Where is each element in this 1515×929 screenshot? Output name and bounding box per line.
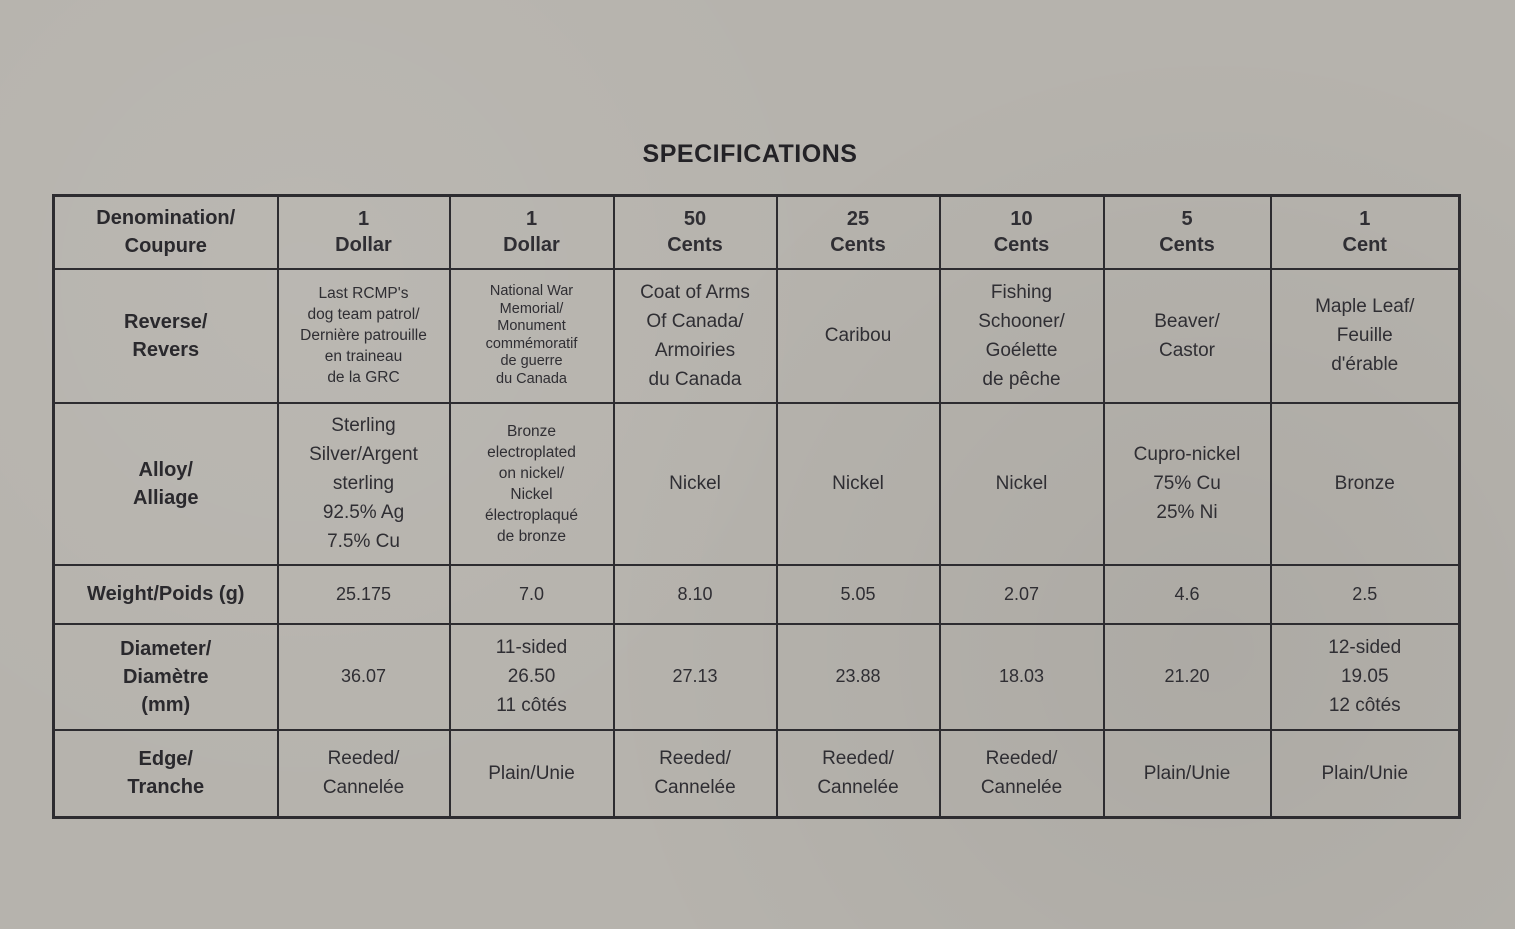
alloy-cell: Bronze electroplated on nickel/ Nickel électroplaqué de bronze xyxy=(450,403,614,565)
reverse-cell: National War Memorial/ Monument commémoratif de guerre du Canada xyxy=(450,269,614,403)
reverse-cell: Fishing Schooner/ Goélette de pêche xyxy=(940,269,1104,403)
reverse-cell: Beaver/ Castor xyxy=(1104,269,1271,403)
alloy-cell: Bronze xyxy=(1271,403,1460,565)
alloy-cell: Sterling Silver/Argent sterling 92.5% Ag 7.5% Cu xyxy=(278,403,450,565)
denomination-cell: 50 Cents xyxy=(614,196,777,269)
row-label-diameter: Diameter/ Diamètre (mm) xyxy=(54,624,278,730)
row-label-weight: Weight/Poids (g) xyxy=(54,565,278,624)
diameter-cell: 27.13 xyxy=(614,624,777,730)
specifications-table xyxy=(52,194,1461,819)
weight-cell: 2.07 xyxy=(940,565,1104,624)
reverse-cell: Caribou xyxy=(777,269,940,403)
weight-cell: 8.10 xyxy=(614,565,777,624)
table-row-diameter xyxy=(54,624,1460,730)
denomination-cell: 1 Dollar xyxy=(278,196,450,269)
denomination-cell: 1 Cent xyxy=(1271,196,1460,269)
row-label-denomination: Denomination/ Coupure xyxy=(54,196,278,269)
reverse-cell: Last RCMP's dog team patrol/ Dernière patrouille en traineau de la GRC xyxy=(278,269,450,403)
edge-cell: Plain/Unie xyxy=(1104,730,1271,818)
table-row-weight xyxy=(54,565,1460,624)
table-row-edge xyxy=(54,730,1460,818)
row-label-reverse: Reverse/ Revers xyxy=(54,269,278,403)
weight-cell: 7.0 xyxy=(450,565,614,624)
table-row-alloy xyxy=(54,403,1460,565)
table-row-denomination xyxy=(54,196,1460,269)
diameter-cell: 12-sided 19.05 12 côtés xyxy=(1271,624,1460,730)
reverse-cell: Coat of Arms Of Canada/ Armoiries du Canada xyxy=(614,269,777,403)
diameter-cell: 21.20 xyxy=(1104,624,1271,730)
row-label-alloy: Alloy/ Alliage xyxy=(54,403,278,565)
alloy-cell: Nickel xyxy=(614,403,777,565)
alloy-cell: Nickel xyxy=(940,403,1104,565)
alloy-cell: Nickel xyxy=(777,403,940,565)
diameter-cell: 23.88 xyxy=(777,624,940,730)
alloy-cell: Cupro-nickel 75% Cu 25% Ni xyxy=(1104,403,1271,565)
denomination-cell: 5 Cents xyxy=(1104,196,1271,269)
edge-cell: Reeded/ Cannelée xyxy=(278,730,450,818)
edge-cell: Plain/Unie xyxy=(450,730,614,818)
weight-cell: 25.175 xyxy=(278,565,450,624)
edge-cell: Reeded/ Cannelée xyxy=(614,730,777,818)
diameter-cell: 36.07 xyxy=(278,624,450,730)
reverse-cell: Maple Leaf/ Feuille d'érable xyxy=(1271,269,1460,403)
edge-cell: Plain/Unie xyxy=(1271,730,1460,818)
weight-cell: 2.5 xyxy=(1271,565,1460,624)
diameter-cell: 18.03 xyxy=(940,624,1104,730)
denomination-cell: 10 Cents xyxy=(940,196,1104,269)
weight-cell: 4.6 xyxy=(1104,565,1271,624)
table-row-reverse xyxy=(54,269,1460,403)
denomination-cell: 25 Cents xyxy=(777,196,940,269)
page-title: SPECIFICATIONS xyxy=(642,140,858,168)
denomination-cell: 1 Dollar xyxy=(450,196,614,269)
row-label-edge: Edge/ Tranche xyxy=(54,730,278,818)
weight-cell: 5.05 xyxy=(777,565,940,624)
edge-cell: Reeded/ Cannelée xyxy=(940,730,1104,818)
edge-cell: Reeded/ Cannelée xyxy=(777,730,940,818)
diameter-cell: 11-sided 26.50 11 côtés xyxy=(450,624,614,730)
